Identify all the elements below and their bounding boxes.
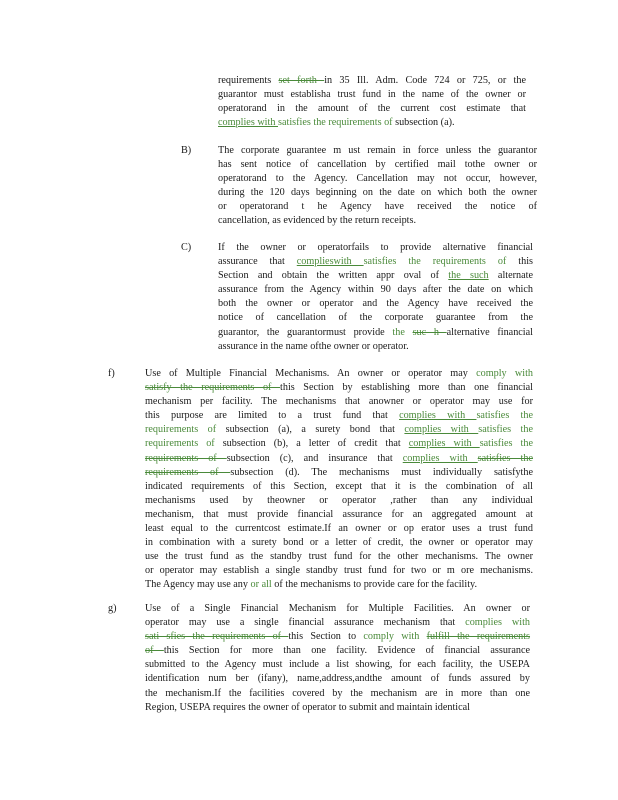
body-text: requirements	[218, 75, 279, 86]
body-text: notice of cancellation of the corporate guarantee from the	[218, 312, 533, 324]
inserted-text: comply with	[476, 368, 534, 379]
body-text: Use of Multiple Financial Mechanisms. An owner or operator may	[145, 368, 477, 379]
body-text: indicated requirements of this Section, except that it is the combination of all	[145, 480, 533, 492]
text-line	[145, 578, 533, 592]
body-text: The Agency may use any	[145, 579, 251, 591]
inserted-text: the such	[448, 270, 489, 282]
text-line	[145, 644, 530, 658]
text-line	[145, 367, 533, 381]
body-text: operator may use a single financial assurance mechanism that	[145, 617, 466, 629]
body-text: assurance that	[218, 256, 297, 268]
body-text: operatorand to the Agency. Cancellation may not occur, however,	[218, 173, 537, 185]
text-line	[218, 214, 537, 228]
paragraph-item-f	[145, 367, 533, 593]
body-text: use the trust fund as the standby trust fund for the other mechanisms. The owner	[145, 551, 533, 563]
deleted-text: requirements of	[145, 452, 227, 464]
body-text: subsection (c), and insurance that	[226, 452, 403, 464]
body-text: guarantor must establisha trust fund in the name of the owner or	[218, 89, 526, 101]
inserted-text: satisfies the requirements of	[363, 256, 519, 268]
text-line	[145, 630, 530, 644]
body-text: this Section by establishing more than one financial	[280, 382, 533, 394]
text-line	[145, 437, 533, 451]
deleted-text: suc h	[412, 326, 447, 338]
text-line	[145, 381, 533, 395]
text-line	[218, 241, 533, 255]
text-line	[145, 423, 533, 437]
body-text: in 35 Ill. Adm. Code 724 or 725, or the	[324, 75, 526, 86]
text-line	[218, 158, 537, 172]
deleted-text: sati sfies the requirements of	[145, 631, 289, 643]
body-text: Use of a Single Financial Mechanism for Multiple Facilities. An owner or	[145, 603, 530, 614]
text-line	[218, 74, 526, 88]
inserted-text: complies with	[408, 438, 480, 450]
body-text: mechanism per facility. The mechanisms that anowner or operator may use for	[145, 396, 533, 408]
text-line	[218, 311, 533, 325]
body-text: mechanism, that must provide financial assurance for an aggregated amount at	[145, 508, 533, 520]
text-line	[145, 602, 530, 616]
body-text: during the 120 days beginning on the date on which both the owner	[218, 187, 537, 199]
text-line	[218, 340, 533, 354]
text-line	[145, 522, 533, 536]
text-line	[145, 550, 533, 564]
body-text: this purpose are limited to a trust fund that	[145, 410, 400, 422]
body-text: in combination with a surety bond or a letter of credit, the owner or operator may	[145, 537, 533, 549]
body-text: assurance from the Agency within 90 days after the date on which	[218, 284, 533, 296]
body-text: submitted to the Agency must include a list showing, for each facility, the USEPA	[145, 659, 530, 671]
inserted-text: complies with	[465, 617, 530, 629]
text-line	[145, 452, 533, 466]
inserted-text: requirements of	[145, 424, 226, 436]
text-line	[218, 88, 526, 102]
inserted-text: complies with	[218, 117, 278, 129]
item-marker-b: B)	[181, 145, 192, 156]
body-text: Section and obtain the written appr oval of	[218, 270, 449, 282]
body-text: alternate	[488, 270, 533, 282]
body-text: or operatorand t he Agency have received the notice of	[218, 201, 537, 213]
paragraph-intro-continuation	[218, 74, 526, 130]
text-line	[145, 616, 530, 630]
text-line	[145, 508, 533, 522]
body-text: mechanisms used by theowner or operator ,rather than any individual	[145, 494, 533, 506]
deleted-text: set forth	[278, 75, 325, 86]
inserted-text: or all	[250, 579, 275, 591]
inserted-text: the	[392, 326, 413, 338]
text-line	[218, 326, 533, 340]
text-line	[218, 144, 537, 158]
item-marker-g: g)	[108, 603, 117, 614]
deleted-text: fulfill the requirements	[426, 631, 531, 643]
body-text: subsection (b), a letter of credit that	[222, 438, 409, 450]
inserted-text: requirements of	[145, 438, 223, 450]
text-line	[145, 658, 530, 672]
text-line	[145, 672, 530, 686]
body-text: If the owner or operatorfails to provide alternative financial	[218, 242, 533, 253]
body-text: alternative financial	[446, 326, 533, 338]
text-line	[145, 494, 533, 508]
paragraph-item-c	[218, 241, 533, 354]
body-text: the mechanism.If the facilities covered by the mechanism are in more than one	[145, 687, 530, 699]
deleted-text: requirements of	[145, 466, 231, 478]
text-line	[145, 564, 533, 578]
text-line	[218, 255, 533, 269]
inserted-text: satisfies the	[478, 424, 533, 436]
body-text: subsection (a).	[395, 117, 455, 129]
inserted-text: satisfies the requirements of	[278, 117, 396, 129]
text-line	[218, 172, 537, 186]
text-line	[218, 102, 526, 116]
inserted-text: complies with	[404, 424, 479, 436]
text-line	[145, 395, 533, 409]
text-line	[218, 200, 537, 214]
text-line	[145, 701, 530, 715]
body-text: both the owner or operator and the Agency have received the	[218, 298, 533, 310]
text-line	[145, 409, 533, 423]
paragraph-item-b	[218, 144, 537, 229]
body-text: subsection (a), a surety bond that	[225, 424, 405, 436]
item-marker-f: f)	[108, 368, 115, 379]
deleted-text: satisfy the requirements of	[145, 382, 281, 394]
text-line	[218, 297, 533, 311]
body-text: or operator may establish a single standby trust fund for two or m ore mechanisms.	[145, 565, 533, 577]
body-text: of the mechanisms to provide care for the facility.	[274, 579, 478, 591]
deleted-text: satisfies the	[477, 452, 533, 464]
body-text: has sent notice of cancellation by certified mail tothe owner or	[218, 159, 537, 171]
body-text: identification num ber (ifany), name,address,andthe amount of funds assured by	[145, 673, 530, 685]
text-line	[145, 536, 533, 550]
body-text: The corporate guarantee m ust remain in force unless the guarantor	[218, 145, 537, 156]
text-line	[218, 116, 526, 130]
text-line	[218, 186, 537, 200]
body-text: Region, USEPA requires the owner of operator to submit and maintain identical	[145, 701, 470, 713]
body-text: this Section to	[288, 631, 364, 643]
body-text: assurance in the name ofthe owner or operator.	[218, 340, 409, 352]
item-marker-c: C)	[181, 242, 192, 253]
inserted-text: complieswith	[296, 256, 364, 268]
inserted-text: comply with	[363, 631, 427, 643]
body-text: this Section for more than one facility. Evidence of financial assurance	[163, 645, 530, 657]
paragraph-item-g	[145, 602, 530, 715]
body-text: this	[518, 256, 533, 268]
body-text: cancellation, as evidenced by the return receipts.	[218, 215, 416, 227]
body-text: subsection (d). The mechanisms must individually satisfythe	[230, 466, 534, 478]
text-line	[145, 480, 533, 494]
text-line	[145, 687, 530, 701]
text-line	[218, 269, 533, 283]
deleted-text: of	[145, 645, 164, 657]
inserted-text: satisfies the	[479, 438, 533, 450]
inserted-text: complies with	[402, 452, 478, 464]
body-text: least equal to the currentcost estimate.If an owner or op erator uses a trust fund	[145, 523, 533, 535]
text-line	[145, 466, 533, 480]
inserted-text: complies with	[399, 410, 477, 422]
inserted-text: satisfies the	[476, 410, 533, 422]
body-text: operatorand in the amount of the current cost estimate that	[218, 103, 526, 115]
text-line	[218, 283, 533, 297]
body-text: guarantor, the guarantormust provide	[218, 326, 393, 338]
